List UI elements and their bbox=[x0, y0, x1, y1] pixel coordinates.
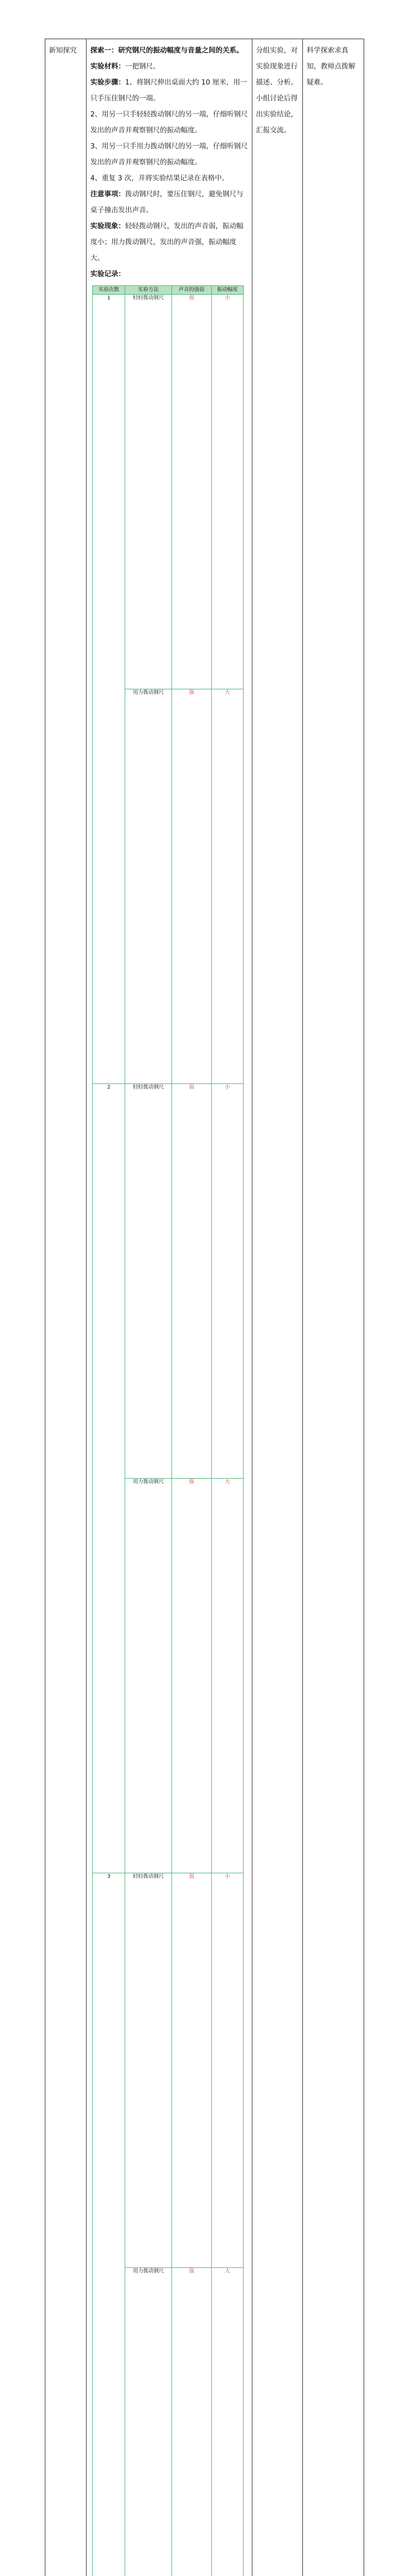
lesson-table bbox=[45, 39, 364, 2576]
record-header: 实验次数 bbox=[93, 286, 125, 295]
steps-4: 4、重复 3 次，并将实验结果记录在表格中。 bbox=[90, 171, 249, 187]
record-sound: 强 bbox=[172, 689, 211, 1084]
record-header: 实验方法 bbox=[125, 286, 172, 295]
record-label: 实验记录： bbox=[90, 266, 249, 282]
record-amp: 大 bbox=[211, 2268, 244, 2576]
record-amp: 小 bbox=[211, 1084, 244, 1479]
record-num: 3 bbox=[93, 1873, 125, 2576]
explore-title: 探索一：研究钢尺的振动幅度与音量之间的关系。 bbox=[90, 43, 249, 59]
record-num: 2 bbox=[93, 1084, 125, 1873]
stage-cell bbox=[45, 39, 87, 2576]
content-cell bbox=[87, 39, 252, 2576]
intent-cell bbox=[303, 39, 364, 2576]
materials: 实验材料：一把钢尺。 bbox=[90, 59, 249, 75]
record-method: 用力拨动钢尺 bbox=[125, 1479, 172, 1873]
activity-text: 分组实验，对实验现象进行描述、分析。小组讨论后得出实验结论，汇报交流。 bbox=[252, 39, 302, 142]
activity-cell bbox=[252, 39, 302, 2576]
record-sound: 强 bbox=[172, 2268, 211, 2576]
record-amp: 大 bbox=[211, 689, 244, 1084]
record-method: 轻轻拨动钢尺 bbox=[125, 1084, 172, 1479]
record-header: 声音的强弱 bbox=[172, 286, 211, 295]
table-row bbox=[45, 39, 364, 2576]
record-amp: 小 bbox=[211, 1873, 244, 2268]
record-header: 振动幅度 bbox=[211, 286, 244, 295]
notes: 注意事项：拨动钢尺时，要压住钢尺，避免钢尺与桌子撞击发出声音。 bbox=[90, 187, 249, 218]
record-method: 轻轻拨动钢尺 bbox=[125, 1873, 172, 2268]
steps-1: 实验步骤：1、将钢尺伸出桌面大约 10 厘米，用一只手压住钢尺的一端。 bbox=[90, 75, 249, 107]
record-method: 轻轻拨动钢尺 bbox=[125, 295, 172, 689]
stage-label: 新知探究 bbox=[45, 39, 86, 62]
record-method: 用力拨动钢尺 bbox=[125, 2268, 172, 2576]
record-method: 用力拨动钢尺 bbox=[125, 689, 172, 1084]
record-num: 1 bbox=[93, 295, 125, 1084]
steps-2: 2、用另一只手轻轻拨动钢尺的另一端，仔细听钢尺发出的声音并观察钢尺的振动幅度。 bbox=[90, 107, 249, 139]
record-sound: 弱 bbox=[172, 295, 211, 689]
record-amp: 小 bbox=[211, 295, 244, 689]
record-sound: 强 bbox=[172, 1479, 211, 1873]
phenomenon: 实验现象：轻轻拨动钢尺，发出的声音弱，振动幅度小；用力拨动钢尺，发出的声音强，振动幅度大。 bbox=[90, 218, 249, 266]
record-amp: 大 bbox=[211, 1479, 244, 1873]
steps-3: 3、用另一只手用力拨动钢尺的另一端，仔细听钢尺发出的声音并观察钢尺的振动幅度。 bbox=[90, 139, 249, 171]
record-table bbox=[92, 285, 244, 2576]
record-sound: 弱 bbox=[172, 1084, 211, 1479]
intent-text: 科学探索求真知，教师点拨解疑难。 bbox=[303, 39, 364, 94]
record-sound: 弱 bbox=[172, 1873, 211, 2268]
